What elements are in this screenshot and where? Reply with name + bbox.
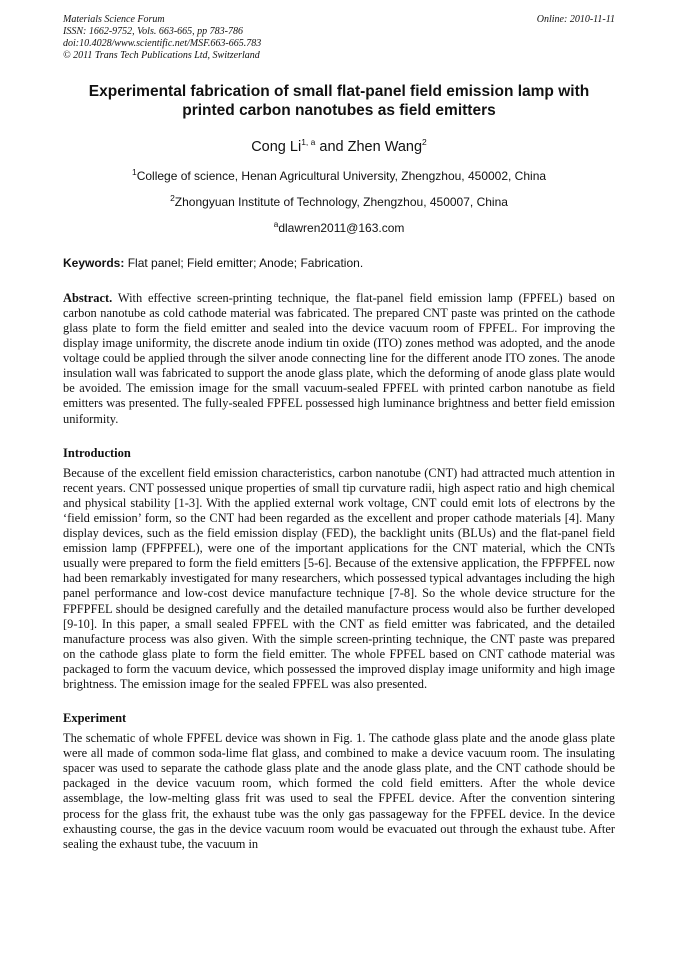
online-date: Online: 2010-11-11 — [536, 14, 615, 25]
title-line-2: printed carbon nanotubes as field emitters — [182, 102, 496, 119]
author-2: Zhen Wang — [347, 138, 423, 155]
affiliation-1 — [63, 165, 615, 184]
abstract — [63, 291, 615, 427]
keywords-label: Keywords: — [63, 255, 125, 270]
email-text: dlawren2011@163.com — [278, 220, 405, 235]
affiliation-2-text: Zhongyuan Institute of Technology, Zhengzhou, 450007, China — [174, 194, 508, 209]
experiment-text: The schematic of whole FPFEL device was shown in Fig. 1. The cathode glass plate and the anode glass plate were all made of common soda-lime flat glass, and combined to make a device vacuum room. The insulating spacer was used to separate the cathode glass plate and the anode glass plate, and the CNT cathode should be packaged in the device vacuum room, which formed the cold field emitters. After the whole device assemblage, the low-melting glass frit was used to seal the FPFEL device. After the convention sintering process for the glass frit, the exhaust tube was the only gas passageway for the FPFEL device. In the device exhausting course, the gas in the device vacuum room would be evacuated out through the exhaust tube. After sealing the exhaust tube, the vacuum in — [63, 731, 615, 851]
author-2-sup: 2 — [422, 137, 427, 147]
author-email — [63, 217, 615, 236]
issn-line: ISSN: 1662-9752, Vols. 663-665, pp 783-786 — [63, 26, 243, 37]
copyright-line: © 2011 Trans Tech Publications Ltd, Switzerland — [63, 50, 260, 61]
doi-line: doi:10.4028/www.scientific.net/MSF.663-665.783 — [63, 38, 262, 49]
email-sup: a — [273, 218, 279, 229]
author-list — [63, 133, 615, 156]
abstract-text: With effective screen-printing technique, the flat-panel field emission lamp (FPFEL) based on carbon nanotube as cold cathode material was fabricated. The prepared CNT paste was printed on the cathode glass plate to form the field emitter and sealed into the device vacuum room of FPFEL. For improving the display image uniformity, the discrete anode indium tin oxide (ITO) zones method was adopted, and the anode voltage could be applied through the silver anode connecting line for the different anode ITO zones. The anode insulation wall was fabricated to support the anode glass plate, which the deforming of anode glass plate would be avoided. The emission image for the small vacuum-sealed FPFEL with printed carbon nanotube as field emitters was presented. The fully-sealed FPFEL possessed high luminance brightness and better field emission uniformity. — [63, 290, 615, 426]
journal-name: Materials Science Forum — [63, 14, 165, 25]
affiliation-1-text: College of science, Henan Agricultural University, Zhengzhou, 450002, China — [136, 168, 547, 183]
experiment-heading: Experiment — [63, 711, 127, 726]
keywords-text: Flat panel; Field emitter; Anode; Fabrication. — [124, 255, 364, 270]
affiliation-2-sup: 2 — [170, 192, 175, 203]
journal-info — [63, 14, 261, 62]
introduction-heading: Introduction — [63, 445, 131, 460]
author-and: and — [315, 138, 348, 155]
title-line-1: Experimental fabrication of small flat-panel field emission lamp with — [88, 83, 590, 100]
keywords — [63, 256, 615, 271]
author-1-sup: 1, a — [301, 137, 316, 147]
abstract-label: Abstract. — [63, 290, 113, 305]
paper-title — [63, 82, 615, 120]
affiliation-1-sup: 1 — [131, 166, 137, 177]
journal-header — [63, 14, 615, 62]
affiliation-2 — [63, 191, 615, 210]
introduction-text: Because of the excellent field emission characteristics, carbon nanotube (CNT) had attracted much attention in recent years. CNT possessed unique properties of small tip curvature radii, high aspect ratio and high chemical and physical stability [1-3]. With the applied external work voltage, CNT could emit lots of electrons by the ‘field emission’ form, so the CNT had been regarded as the excellent and proper cathode materials [4]. Many display devices, such as the field emission display (FED), the backlight units (BLUs) and the flat-panel field emission lamp (FPFPFEL), were one of the important applications for the CNT material, which the CNTs usually were prepared to form the field emitters [5-6]. Because of the extensive application, the FPFPFEL now had been remarkably investigated for many researchers, which possessed typical advantages including the high panel performance and low-cost device manufacture technique [7-8]. So the whole device structure for the FPFPFEL should be designed carefully and the detailed manufacture process would also be further developed [9-10]. In this paper, a small sealed FPFEL with the CNT as field emitter was fabricated, and the detailed manufacture process was also given. With the simple screen-printing technique, the CNT paste was prepared on the cathode glass plate to form the field emitter. The whole FPFEL based on CNT cathode material was packaged to form the vacuum device, which possessed the improved display image uniformity and high image brightness. The emission image for the sealed FPFEL was also presented. — [63, 465, 615, 691]
author-1: Cong Li — [251, 138, 302, 155]
